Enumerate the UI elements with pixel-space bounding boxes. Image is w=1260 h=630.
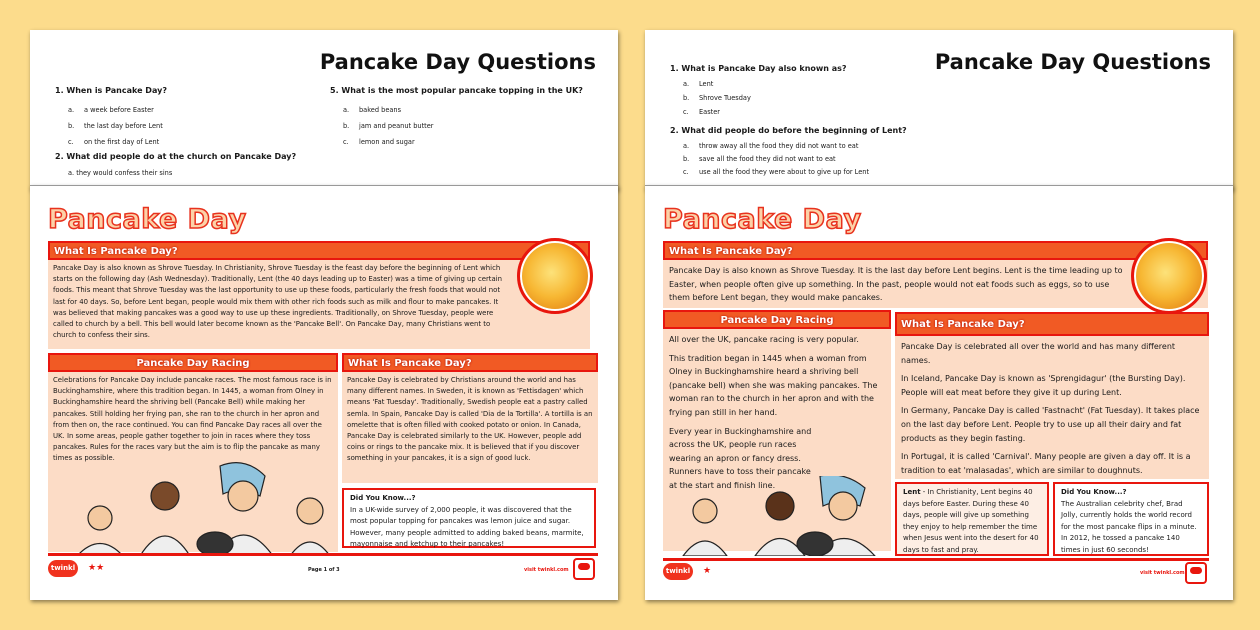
divider [663,558,1209,561]
option: b. Shrove Tuesday [683,94,751,102]
did-you-know-title: Did You Know...? [1061,488,1127,496]
question-2: 2. What did people do at the church on Pancake Day? [55,152,297,161]
question-1: 1. When is Pancake Day? [55,86,167,95]
rating-stars: ★★ [88,563,105,573]
option: c. on the first day of Lent [68,138,160,146]
questions-title: Pancake Day Questions [934,50,1211,74]
rating-stars: ★ [703,566,712,576]
question-1: 1. What is Pancake Day also known as? [670,64,847,73]
visit-link[interactable]: visit twinkl.com [1140,570,1185,576]
option: a. Lent [683,80,714,88]
twinkl-logo: twinkl [48,560,78,577]
option: b. save all the food they did not want to eat [683,155,836,163]
question-2: 2. What did people do before the beginning of Lent? [670,126,907,135]
option: a. baked beans [343,106,402,114]
did-you-know-title: Did You Know...? [350,494,416,502]
option: b. jam and peanut butter [343,122,434,130]
did-you-know-box [1053,482,1209,556]
did-you-know-text: In a UK-wide survey of 2,000 people, it was discovered that the most popular topping for pancakes was lemon juice and sugar. However, many people admitted to adding baked beans, marmite, mayonnaise and ketchup to their pancakes! [350,505,584,548]
racing-header: Pancake Day Racing [48,353,338,372]
left-questions-page [30,30,618,190]
visit-link[interactable]: visit twinkl.com [524,567,569,573]
racing-text: Celebrations for Pancake Day include pancake races. The most famous race is in Buckinghamshire, where this tradition began. In 1445, a woman from Olney in Buckinghamshire heard the shriving bell (Pancake Bell) while making her pancakes. Still holding her frying pan, she ran to the church in her apron and from then on, the race continued. You can find Pancake Day races all over the UK. In some areas, people gather together to join in races where they toss pancakes. Rules for the races vary but the aim is to flip the pancake as many times as possible. [48,372,338,552]
paragraph: In Portugal, it is called 'Carnival'. Many people are given a day off. It is a tradition to eat 'malasadas', which are similar to doughnuts. [901,452,1191,475]
section-text: Pancake Day is celebrated by Christians around the world and has many different names. In Sweden, it is known as 'Fettisdagen' which means 'Fat Tuesday'. Traditionally, Swedish people eat a pastry called semla. In Spain, Pancake Day is called 'Dia de la Tortilla'. A tortilla is an omelette that is often filled with cooked potato or onion. In Canada, Pancake Day is celebrated similarly to the UK. However, people add coins or rings to the pancake mix. It is believed that if you discover something in your pancakes, it is a sign of good luck. [342,372,598,483]
lent-title: Lent [903,488,921,496]
paragraph: This tradition began in 1445 when a woman from Olney in Buckinghamshire heard a shriving bell (pancake bell) when she was making pancakes. The woman ran to the church in her apron and with the frying pan still in her hand. [669,353,878,417]
option: c. use all the food they were about to give up for Lent [683,168,870,176]
pancake-image [517,238,593,314]
section-header: What Is Pancake Day? [342,353,598,372]
left-info-sheet [30,185,618,600]
right-questions-page [645,30,1233,190]
option: b. the last day before Lent [68,122,163,130]
section-header: What Is Pancake Day? [48,241,590,260]
badge-icon [573,558,595,580]
option: c. Easter [683,108,720,116]
racers-illustration [55,456,335,556]
sheet-title: Pancake Day [48,204,247,235]
section-header: What Is Pancake Day? [663,241,1208,260]
section-text: Pancake Day is also known as Shrove Tuesday. In Christianity, Shrove Tuesday is the feast day before the beginning of Lent which starts on the following day (Ash Wednesday). Traditionally, Lent (the 40 days leading up to Easter) was a time of giving up certain foods. This meant that Shrove Tuesday was the last opportunity to use up these foods, particularly the fresh foods that would not last for 40 days. So, before Lent began, people would mix them with other rich foods such as milk and flour to make pancakes. It was believed that making pancakes was a good way to use up these ingredients. Traditionally, on Shrove Tuesday, people were called to church by a bell. This bell would later become known as the 'Pancake Bell'. On Pancake Day, many Christians went to church to confess their sins. [48,260,590,349]
lent-box [895,482,1049,556]
option: a. throw away all the food they did not want to eat [683,142,859,150]
question-5: 5. What is the most popular pancake topping in the UK? [330,86,583,95]
divider [48,553,598,556]
lent-text: - In Christianity, Lent begins 40 days before Easter. During these 40 days, people will give up something they enjoy to help remember the time when Jesus went into the desert for 40 days to fast and pray. [903,488,1039,554]
racing-header: Pancake Day Racing [663,310,891,329]
section-text: Pancake Day is also known as Shrove Tuesday. It is the last day before Lent begins. Lent is the time leading up to Easter, when people often give up something. In the past, people would not eat foods such as eggs, so to use them before Lent began, they would make pancakes. [663,260,1208,308]
paragraph: Pancake Day is celebrated all over the world and has many different names. [901,342,1176,365]
section-text [895,336,1209,479]
option: a. a week before Easter [68,106,154,114]
paragraph: Every year in Buckinghamshire and across the UK, people run races wearing an apron or fancy dress. Runners have to toss their pancake at the start and finish line. [669,426,812,490]
paragraph: In Germany, Pancake Day is called 'Fastnacht' (Fat Tuesday). It takes place on the last day before Lent. People try to use up all their dairy and fat products as they begin fasting. [901,406,1200,443]
sheet-title: Pancake Day [663,204,862,235]
racers-illustration [675,476,885,556]
pancake-image [1131,238,1207,314]
twinkl-logo: twinkl [663,563,693,580]
did-you-know-text: The Australian celebrity chef, Brad Jolly, currently holds the world record for the most pancake flips in a minute. In 2012, he tossed a pancake 140 times in just 60 seconds! [1061,499,1197,554]
option: c. lemon and sugar [343,138,415,146]
questions-title: Pancake Day Questions [319,50,596,74]
right-info-sheet [645,185,1233,600]
section-header: What Is Pancake Day? [895,312,1209,336]
did-you-know-box [342,488,596,548]
paragraph: In Iceland, Pancake Day is known as 'Sprengidagur' (the Bursting Day). People will eat meat before they give it up during Lent. [901,374,1186,397]
page-number: Page 1 of 3 [308,567,340,573]
paragraph: All over the UK, pancake racing is very popular. [669,335,859,344]
badge-icon [1185,562,1207,584]
option: a. they would confess their sins [68,169,173,177]
